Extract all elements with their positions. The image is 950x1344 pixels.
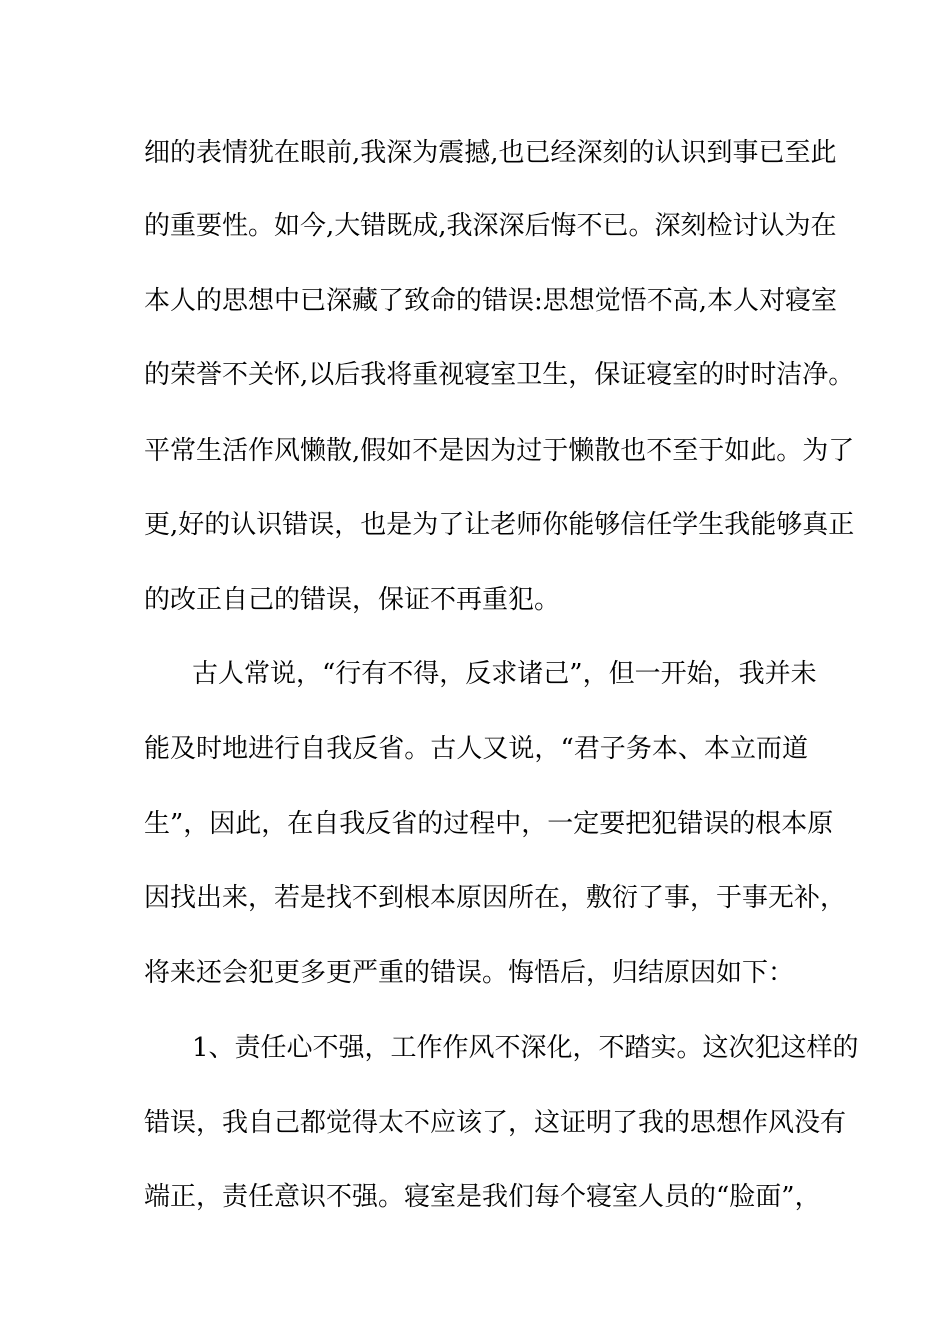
text-line: 因找出来，若是找不到根本原因所在，敷衍了事，于事无补， [144, 883, 847, 913]
text-line: 能及时地进行自我反省。古人又说，“君子务本、本立而道 [144, 734, 808, 764]
text-line-list-item: 1、责任心不强，工作作风不深化，不踏实。这次犯这样的 [192, 1033, 859, 1063]
text-line: 错误，我自己都觉得太不应该了，这证明了我的思想作风没有 [144, 1108, 847, 1138]
text-line-paragraph-end: 将来还会犯更多更严重的错误。悔悟后，归结原因如下： [144, 958, 795, 988]
text-line-paragraph-start: 古人常说，“行有不得，反求诸己”，但一开始，我并未 [192, 659, 817, 689]
text-line-paragraph-end: 的改正自己的错误，保证不再重犯。 [144, 585, 561, 615]
text-line: 更,好的认识错误，也是为了让老师你能够信任学生我能够真正 [144, 510, 855, 540]
text-line: 的荣誉不关怀,以后我将重视寝室卫生，保证寝室的时时洁净。 [144, 360, 855, 390]
text-line: 生”，因此，在自我反省的过程中，一定要把犯错误的根本原 [144, 809, 834, 839]
text-line: 端正，责任意识不强。寝室是我们每个寝室人员的“脸面”， [144, 1182, 821, 1212]
text-line: 细的表情犹在眼前,我深为震撼,也已经深刻的认识到事已至此 [144, 138, 837, 168]
text-line: 平常生活作风懒散,假如不是因为过于懒散也不至于如此。为了 [144, 436, 855, 466]
text-line: 的重要性。如今,大错既成,我深深后悔不已。深刻检讨认为在 [144, 211, 837, 241]
text-line: 本人的思想中已深藏了致命的错误:思想觉悟不高,本人对寝室 [144, 286, 838, 316]
